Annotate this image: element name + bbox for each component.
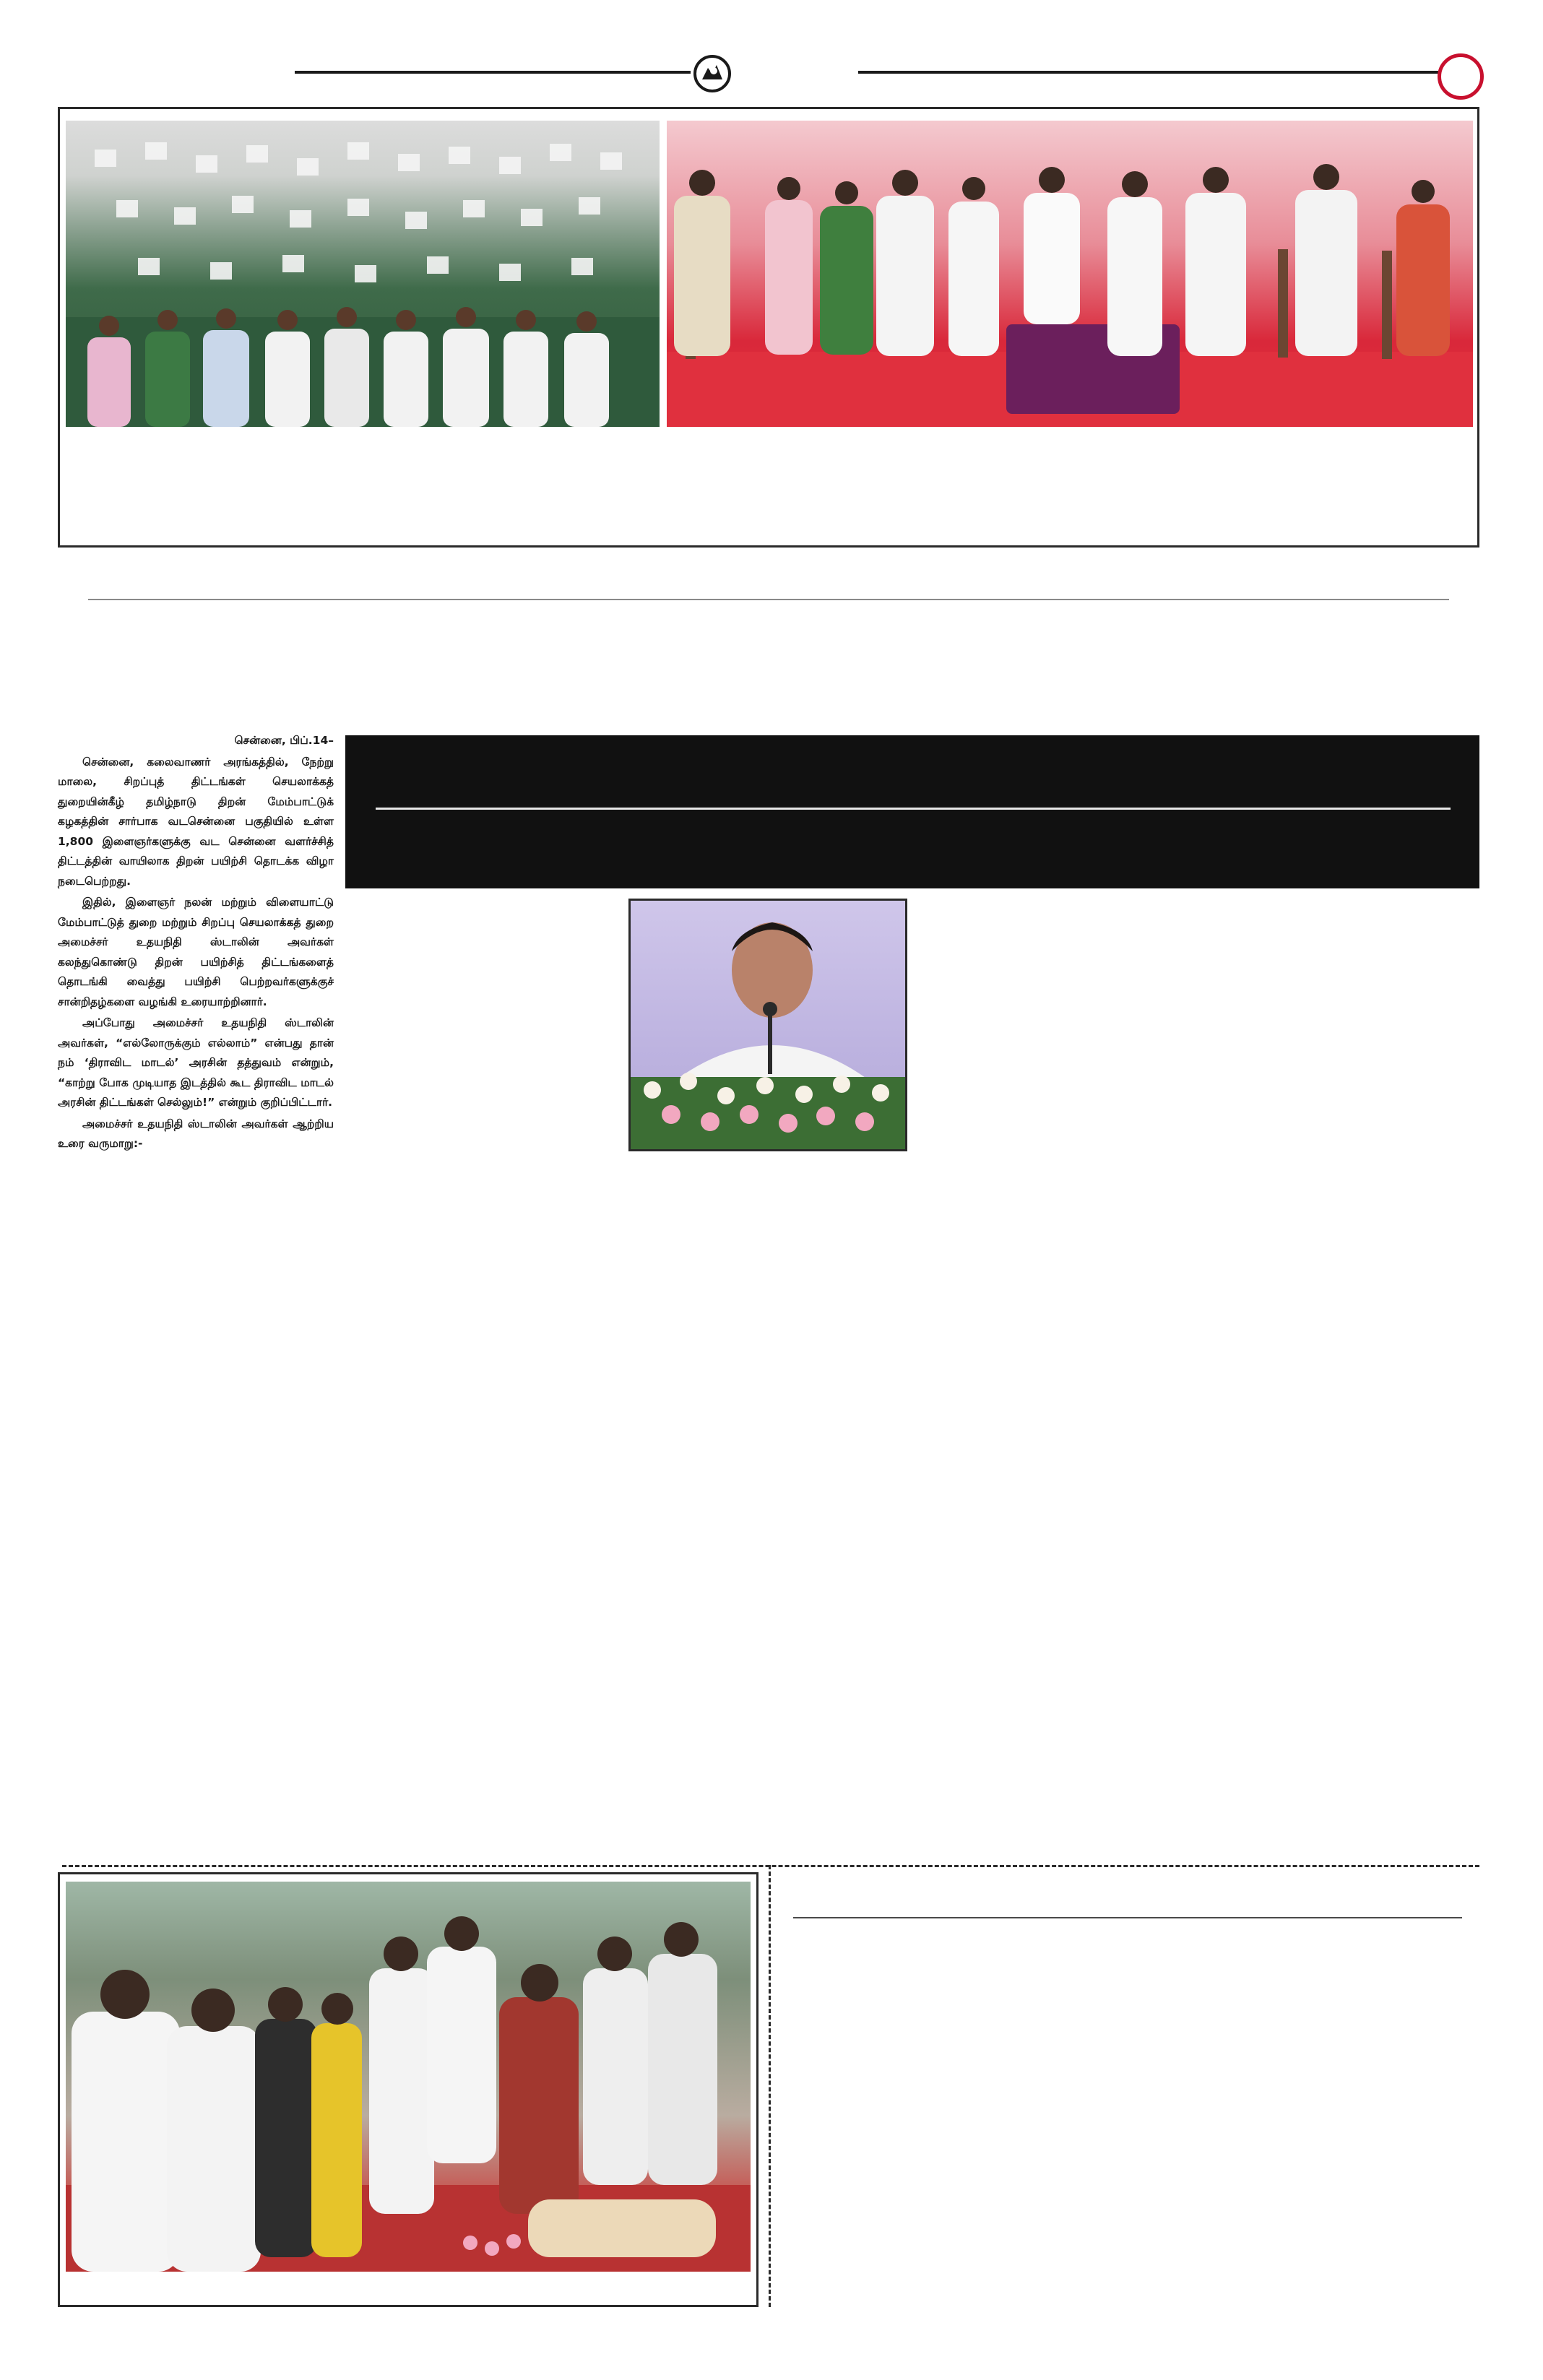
emblem-icon (692, 53, 732, 94)
article-paragraph: அமைச்சர் உதயநிதி ஸ்டாலின் அவர்கள் ஆற்றிய உரை வருமாறு:- (58, 1117, 334, 1150)
bottom-photo-box (58, 1872, 758, 2307)
page-number-circle-icon (1438, 53, 1484, 100)
headline-banner (345, 735, 1479, 888)
article-column (58, 731, 334, 1156)
article-paragraph: இதில், இளைஞர் நலன் மற்றும் விளையாட்டு மேம்பாட்டுத் துறை மற்றும் சிறப்பு செயலாக்கத் துறை அமைச்சர் உதயநிதி ஸ்டாலின் அவர்கள் கலந்துகொண்டு திறன் பயிற்சித் திட்டங்களைத் தொடங்கி வைத்து பயிற்சி பெற்றவர்களுக்குச் சான்றிதழ்களை வழங்கி உரையாற்றினார். (58, 896, 334, 1008)
top-photo-box (58, 107, 1479, 548)
bottom-dashed-divider-vertical (769, 1865, 771, 2307)
masthead-rule-right (858, 71, 1443, 74)
crowd-photo-illustration (66, 121, 660, 427)
right-column-rule (793, 1917, 1462, 1918)
photo-groundbreaking-ceremony (66, 1882, 751, 2272)
photo-stage-dignitaries (667, 121, 1473, 427)
bottom-dashed-divider-horizontal (62, 1865, 1479, 1867)
masthead (0, 0, 1543, 101)
photo-speaker-portrait (628, 899, 907, 1151)
headline-banner-rule (376, 808, 1451, 810)
article-paragraph: சென்னை, கலைவாணர் அரங்கத்தில், நேற்று மாலை, சிறப்புத் திட்டங்கள் செயலாக்கத் துறையின்கீழ் தமிழ்நாடு திறன் மேம்பாட்டுக் கழகத்தின் சார்பாக வடசென்னை பகுதியில் உள்ள 1,800 இளைஞர்களுக்கு வட சென்னை வளர்ச்சித் திட்டத்தின் வாயிலாக திறன் பயிற்சி தொடக்க விழா நடைபெற்றது. (58, 755, 334, 888)
masthead-rule-left (295, 71, 691, 74)
section-separator-rule (88, 599, 1449, 600)
article-dateline: சென்னை, பிப்.14– (234, 734, 334, 747)
article-paragraph: அப்போது அமைச்சர் உதயநிதி ஸ்டாலின் அவர்கள், “எல்லோருக்கும் எல்லாம்” என்பது தான் நம் ‘திராவிட மாடல்’ அரசின் தத்துவம் என்றும், “காற்று போக முடியாத இடத்தில் கூட திராவிட மாடல் அரசின் திட்டங்கள் செல்லும்!” என்றும் குறிப்பிட்டார். (58, 1016, 334, 1109)
stage-photo-illustration (667, 121, 1473, 427)
photo-caption-area (66, 436, 1473, 537)
ceremony-photo-illustration (66, 1882, 751, 2272)
speaker-portrait-illustration (631, 901, 905, 1149)
photo-certificate-crowd (66, 121, 660, 427)
